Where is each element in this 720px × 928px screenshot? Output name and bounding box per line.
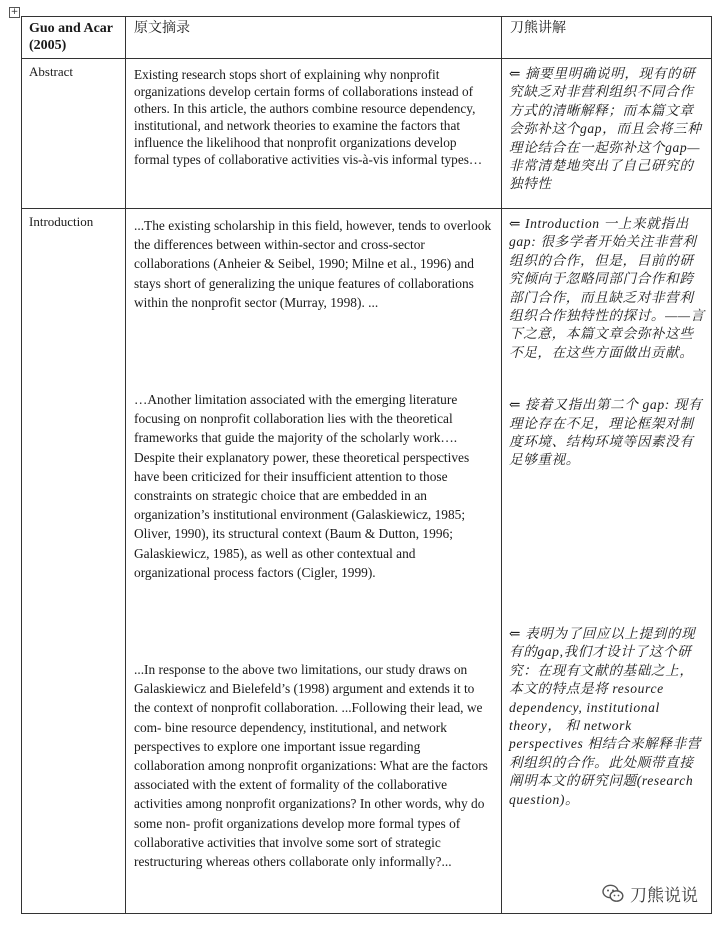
abstract-note: ⇐ 摘要里明确说明，现有的研究缺乏对非营利组织不同合作方式的清晰解释；而本篇文章会弥补这个gap，而且会将三种理论结合在一起弥补这个gap—非常清楚地突出了自己研究的独特性 <box>509 66 702 192</box>
row-label-cell <box>22 209 126 914</box>
table-row-abstract <box>22 59 712 209</box>
header-notes: 刀熊讲解 <box>510 21 566 36</box>
header-original: 原文摘录 <box>134 21 190 36</box>
table-move-handle[interactable]: + <box>10 7 19 17</box>
header-original-cell <box>126 17 502 59</box>
header-notes-cell <box>502 17 712 59</box>
header-paper-cell <box>22 17 126 59</box>
row-label-cell <box>22 59 126 209</box>
header-paper: Guo and Acar (2005) <box>29 21 113 53</box>
notes-cell <box>502 59 712 209</box>
watermark-text: 刀熊说说 <box>630 886 698 906</box>
intro-excerpt-2: …Another limitation associated with the emerging literature focusing on nonprofit collaboration lies with the theoretical frameworks that guide the majority of the scholarly work…. Despite their explanatory power, these theoretical perspectives have been criticized for their insufficient attention to those constraints on strategic choice that are embedded in an organization’s institutional environment (Galaskiewicz, 1985; Oliver, 1990), its structural context (Baum & Dutton, 1996; Galaskiewicz, 1985), as well as other contextual and organizational process factors (Cigler, 1999). <box>134 392 470 580</box>
intro-excerpt-3: ...In response to the above two limitations, our study draws on Galaskiewicz and Bielefeld’s (1998) argument and extends it to the context of nonprofit collaboration. ...Following their lead, we com- bine resource dependency, institutional, and network perspectives to explore one important issue regarding collaboration among nonprofit organizations: What are the factors associated with the extent of formality of the collaborative activities among nonprofit organizations? In other words, why do some non- profit organizations develop more formal types of collaborative activities that involve some sort of strategic restructuring whereas others collaborate only informally?... <box>134 662 488 870</box>
intro-note-3: ⇐ 表明为了回应以上提到的现有的gap,我们才设计了这个研究：在现有文献的基础之上，本文的特点是将 resource dependency, institutional theory， 和 network perspectives 相结合来解释非营利组织的合作。此处顺带直接阐明本文的研究问题(research question)。 <box>509 625 701 807</box>
row-label-introduction: Introduction <box>29 214 94 229</box>
original-text-cell <box>126 59 502 209</box>
intro-excerpt-1: ...The existing scholarship in this field, however, tends to overlook the differences between within-sector and cross-sector collaborations (Anheier & Seibel, 1990; Milne et al., 1996) and stays short of generalizing the unique features of collaborations within the nonprofit sector (Murray, 1998). ... <box>134 218 492 310</box>
row-label-abstract: Abstract <box>29 64 74 79</box>
abstract-excerpt: Existing research stops short of explaining why nonprofit organizations develop certain forms of collaborations instead of others. In this article, the authors combine resource dependency, institutional, and network theories to examine the factors that influence the likelihood that nonprofit organizations develop formal types of collaborative activities vis-à-vis informal types… <box>134 67 483 167</box>
intro-note-1: ⇐ Introduction 一上来就指出gap: 很多学者开始关注非营利组织的合作，但是，目前的研究倾向于忽略同部门合作和跨部门合作，而且缺乏对非营利组织合作独特性的探讨。——言下之意，本篇文章会弥补这些不足，在这些方面做出贡献。 <box>509 216 705 360</box>
wechat-icon <box>602 884 624 903</box>
table-row-introduction <box>22 209 712 914</box>
notes-cell <box>502 209 712 914</box>
table-header-row <box>22 17 712 59</box>
original-text-cell <box>126 209 502 914</box>
notes-table <box>21 16 712 914</box>
watermark <box>602 881 698 906</box>
intro-note-2: ⇐ 接着又指出第二个 gap: 现有理论存在不足，理论框架对制度环境、结构环境等因素没有足够重视。 <box>509 397 703 468</box>
